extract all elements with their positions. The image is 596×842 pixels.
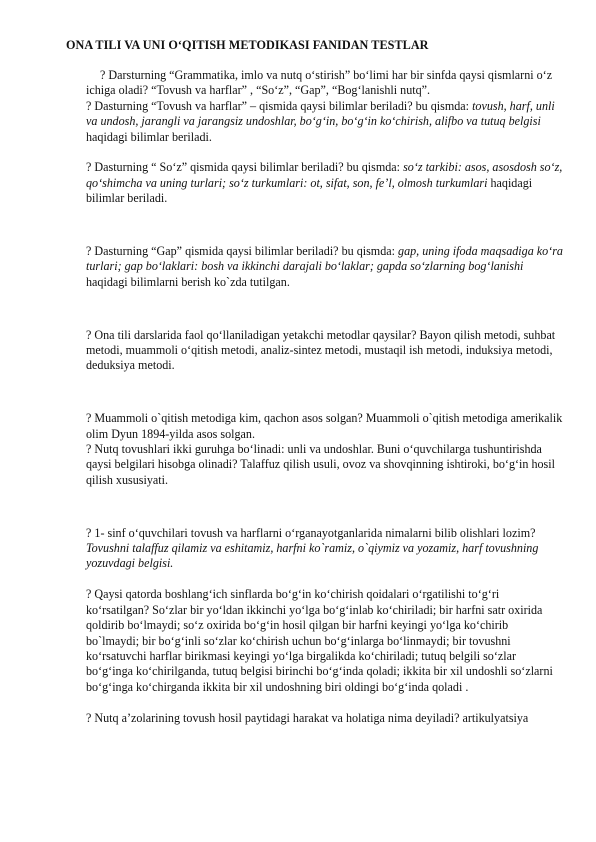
answer-tail: haqidagi bilimlar beriladi. <box>86 175 533 206</box>
question-text: ? Darsturning “Grammatika, imlo va nutq o‘stirish” bo‘limi har bir sinfda qaysi qismlarni o‘z ichiga oladi? “Tovush va harflar” , “So‘z”, “Gap”, “Bog‘lanishli nutq”. <box>86 68 553 98</box>
paragraph-9 <box>86 587 564 695</box>
spacer <box>86 488 564 510</box>
question-text: ? Nutq tovushlari ikki guruhga bo‘linadi: unli va undoshlar. Buni o‘quvchilarga tushuntirishda qaysi belgilari hisobga olinadi? Talaffuz qilish usuli, ovoz va shovqinning ishtiroki, bo‘g‘in hosil qilish xususiyati. <box>86 442 555 487</box>
answer-tail: haqidagi bilimlarni berish ko`zda tutilgan. <box>86 274 290 289</box>
spacer <box>86 695 564 710</box>
question-text: ? Dasturning “ So‘z” qismida qaysi bilimlar beriladi? bu qismda: <box>86 160 404 175</box>
answer-italic: Tovushni talaffuz qilamiz va eshitamiz, harfni ko`ramiz, o`qiymiz va yozamiz, harf tovushning yozuvdagi belgisi. <box>86 541 539 571</box>
question-text: ? Dasturning “Tovush va harflar” – qismida qaysi bilimlar beriladi? bu qismda: <box>86 98 473 113</box>
question-text: ? Nutq a’zolarining tovush hosil paytidagi harakat va holatiga nima deyiladi? artikulyatsiya <box>86 710 529 725</box>
spacer <box>86 510 564 525</box>
spacer <box>86 229 564 244</box>
spacer <box>86 145 564 160</box>
spacer <box>86 572 564 587</box>
document-title: ONA TILI VA UNI O‘QITISH METODIKASI FANIDAN TESTLAR <box>66 38 429 52</box>
answer-italic: gap, uning ifoda maqsadiga ko‘ra turlari; gap bo‘laklari: bosh va ikkinchi darajali bo‘laklar; gapda so‘zlarning bog‘lanishi <box>86 244 563 274</box>
document-body <box>86 68 564 726</box>
spacer <box>86 312 564 327</box>
answer-tail: haqidagi bilimlar beriladi. <box>86 129 212 144</box>
spacer <box>86 207 564 229</box>
paragraph-7 <box>86 442 564 488</box>
paragraph-1 <box>86 68 564 99</box>
paragraph-4 <box>86 244 564 290</box>
question-text: ? Dasturning “Gap” qismida qaysi bilimlar beriladi? bu qismda: <box>86 244 399 259</box>
spacer <box>86 374 564 396</box>
paragraph-5 <box>86 328 564 374</box>
paragraph-10 <box>86 711 564 726</box>
paragraph-8 <box>86 526 564 572</box>
spacer <box>86 290 564 312</box>
question-text: ? Ona tili darslarida faol qo‘llaniladigan yetakchi metodlar qaysilar? Bayon qilish metodi, suhbat metodi, muammoli o‘qitish metodi, analiz-sintez metodi, mustaqil ish metodi, induksiya metodi, deduksiya metodi. <box>86 327 556 373</box>
question-text: ? Qaysi qatorda boshlang‘ich sinflarda bo‘g‘in ko‘chirish qoidalari o‘rgatilishi to‘g‘ri ko‘rsatilgan? So‘zlar bir yo‘ldan ikkinchi yo‘lga bo‘g‘inlab ko‘chiriladi; bir harfni satr oxirida qoldirib bo‘lmaydi; so‘z oxirida bo‘g‘in hosil qilgan bir harfni keyingi yo‘lga ko‘chirib bo`lmaydi; bir bo‘g‘inli so‘zlar ko‘chirish uchun bo‘g‘inlarga bo‘linmaydi; bir tovushni ko‘rsatuvchi harflar birikmasi keyingi yo‘lga birgalikda ko‘chiriladi; tutuq belgili so‘zlar bo‘g‘inga ko‘chirilganda, tutuq belgisi birinchi bo‘g‘inda qoladi; ikkita bir xil undoshli so‘zlarni bo‘g‘inga ko‘chirganda ikkita bir xil undoshning biri oldingi bo‘g‘inda qoladi . <box>86 587 553 694</box>
question-text: ? 1- sinf o‘quvchilari tovush va harflarni o‘rganayotganlarida nimalarni bilib olishlari lozim? <box>86 525 536 540</box>
paragraph-6 <box>86 411 564 442</box>
answer-italic: so‘z tarkibi: asos, asosdosh so‘z, qo‘shimcha va uning turlari; so‘z turkumlari: ot, sifat, son, fe’l, olmosh turkumlari <box>86 160 563 190</box>
paragraph-3 <box>86 160 564 206</box>
spacer <box>86 396 564 411</box>
paragraph-2 <box>86 99 564 145</box>
question-text: ? Muammoli o`qitish metodiga kim, qachon asos solgan? Muammoli o`qitish metodiga amerikalik olim Dyun 1894-yilda asos solgan. <box>86 411 563 441</box>
answer-italic: tovush, harf, unli va undosh, jarangli va jarangsiz undoshlar, bo‘g‘in, bo‘g‘in ko‘chirish, alifbo va tutuq belgisi <box>86 98 555 129</box>
